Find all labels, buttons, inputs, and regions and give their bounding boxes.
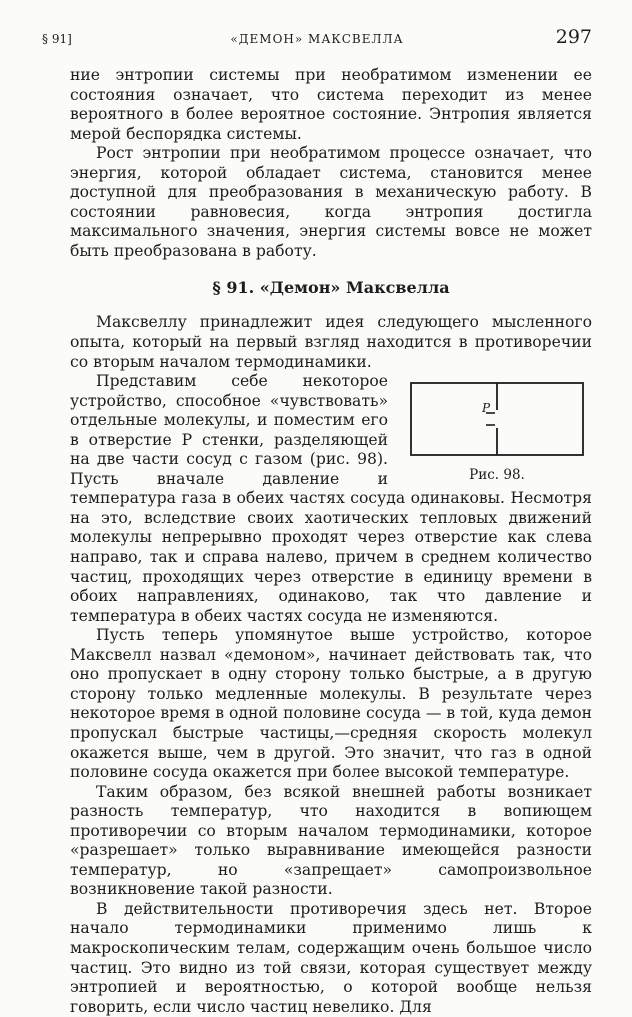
figure-98 — [402, 380, 592, 486]
figure-caption: Рис. 98. — [469, 467, 525, 484]
page-number: 297 — [555, 26, 592, 48]
header-section-ref: § 91] — [42, 32, 72, 46]
running-header — [42, 26, 592, 56]
paragraph-4: Представим себе некоторое устройство, способное «чувствовать» отдельные молекулы, и поместим его в отверстие P стенки, разделяющей на две части сосуд с газом (рис. 98). Пусть вначале давление и температура газа в обеих частях сосуда одинаковы. Несмотря на это, вследствие своих хаотических тепловых движений молекулы непрерывно проходят через отверстие как слева направо, так и справа налево, причем в среднем количество частиц, проходящих через отверстие в единицу времени в обоих направлениях, одинаково, так что давление и температура в обеих частях сосуда не изменяются. — [70, 372, 592, 625]
paragraph-5: Пусть теперь упомянутое выше устройство, которое Максвелл назвал «демоном», начинает действовать так, что оно пропускает в одну сторону только быстрые, а в другую сторону только медленные молекулы. В результате через некоторое время в одной половине сосуда — в той, куда демон пропускал быстрые частицы,—средняя скорость молекул окажется выше, чем в другой. Это значит, что газ в одной половине сосуда окажется при более высокой температуре. — [70, 626, 592, 782]
paragraph-7: В действительности противоречия здесь нет. Второе начало термодинамики применимо лишь к макроскопическим телам, содержащим очень большое число частиц. Это видно из той связи, которая существует между энтропией и вероятностью, о которой вообще нельзя говорить, если число частиц невелико. Для — [70, 899, 592, 1016]
paragraph-3: Максвеллу принадлежит идея следующего мысленного опыта, который на первый взгляд находится в противоречии со вторым началом термодинамики. — [70, 313, 592, 371]
hole-label: P — [482, 401, 491, 416]
header-running-title: «ДЕМОН» МАКСВЕЛЛА — [230, 32, 404, 46]
section-heading: § 91. «Демон» Максвелла — [212, 278, 450, 298]
paragraph-2: Рост энтропии при необратимом процессе означает, что энергия, которой обладает система, становится менее доступной для преобразования в механическую работу. В состоянии равновесия, когда энтропия достигла максимального значения, энергия системы вовсе не может быть преобразована в работу. — [70, 144, 592, 260]
vessel-diagram — [408, 380, 586, 458]
main-text — [70, 66, 592, 1017]
paragraph-6: Таким образом, без всякой внешней работы возникает разность температур, что находится в вопиющем противоречии со вторым началом термодинамики, которое «разрешает» только выравнивание имеющейся разности температур, но «запрещает» самопроизвольное возникновение такой разности. — [70, 782, 592, 899]
paragraph-1: ние энтропии системы при необратимом изменении ее состояния означает, что система переходит из менее вероятного в более вероятное состояние. Энтропия является мерой беспорядка системы. — [70, 66, 592, 143]
